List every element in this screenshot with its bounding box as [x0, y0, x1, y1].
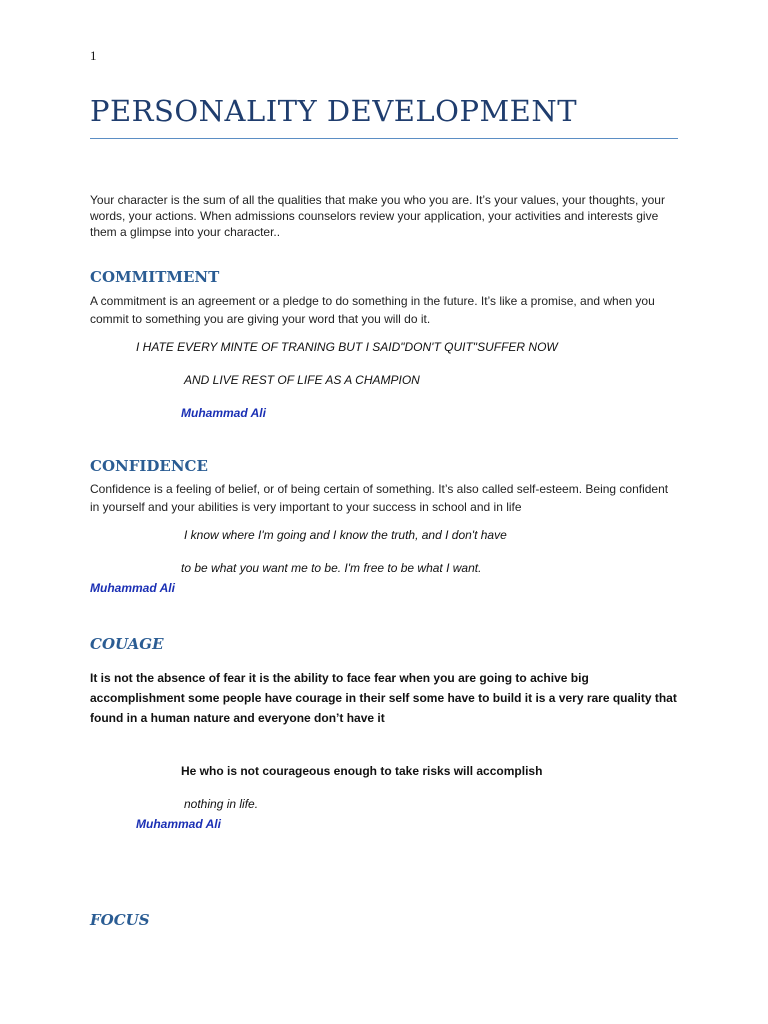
document-title: PERSONALITY DEVELOPMENT — [90, 94, 578, 128]
commitment-paragraph: A commitment is an agreement or a pledge to do something in the future. It’s like a promise, and when you commit to something you are giving your word that you will do it. — [90, 294, 655, 326]
commitment-quote-line-2: AND LIVE REST OF LIFE AS A CHAMPION — [184, 373, 420, 387]
confidence-heading: CONFIDENCE — [90, 457, 208, 475]
intro-paragraph: Your character is the sum of all the qualities that make you who you are. It’s your values, your thoughts, your words, your actions. When admissions counselors review your application, your activities and interests give them a glimpse into your character.. — [90, 193, 665, 239]
page-number: 1 — [90, 48, 97, 63]
commitment-heading: COMMITMENT — [90, 268, 220, 286]
title-underline-rule — [90, 138, 678, 139]
focus-heading: FOCUS — [90, 911, 150, 929]
confidence-quote-line-1: I know where I'm going and I know the truth, and I don't have — [184, 528, 507, 542]
confidence-quote-author: Muhammad Ali — [90, 581, 175, 595]
confidence-paragraph: Confidence is a feeling of belief, or of being certain of something. It’s also called self-esteem. Being confident in yourself and your abilities is very important to your success in school and in life — [90, 482, 669, 514]
courage-quote-author: Muhammad Ali — [136, 817, 221, 831]
confidence-quote-line-2: to be what you want me to be. I'm free to be what I want. — [181, 561, 482, 575]
commitment-quote-author: Muhammad Ali — [181, 406, 266, 420]
courage-paragraph: It is not the absence of fear it is the ability to face fear when you are going to achive big accomplishment some people have courage in their self some have to build it is a very rare quality that found in a human nature and everyone don’t have it — [90, 671, 677, 725]
courage-quote-line-1: He who is not courageous enough to take risks will accomplish — [181, 764, 543, 778]
courage-heading: COUAGE — [90, 635, 164, 653]
courage-quote-line-2: nothing in life. — [184, 797, 259, 811]
commitment-quote-line-1: I HATE EVERY MINTE OF TRANING BUT I SAID"DON'T QUIT"SUFFER NOW — [136, 340, 558, 354]
